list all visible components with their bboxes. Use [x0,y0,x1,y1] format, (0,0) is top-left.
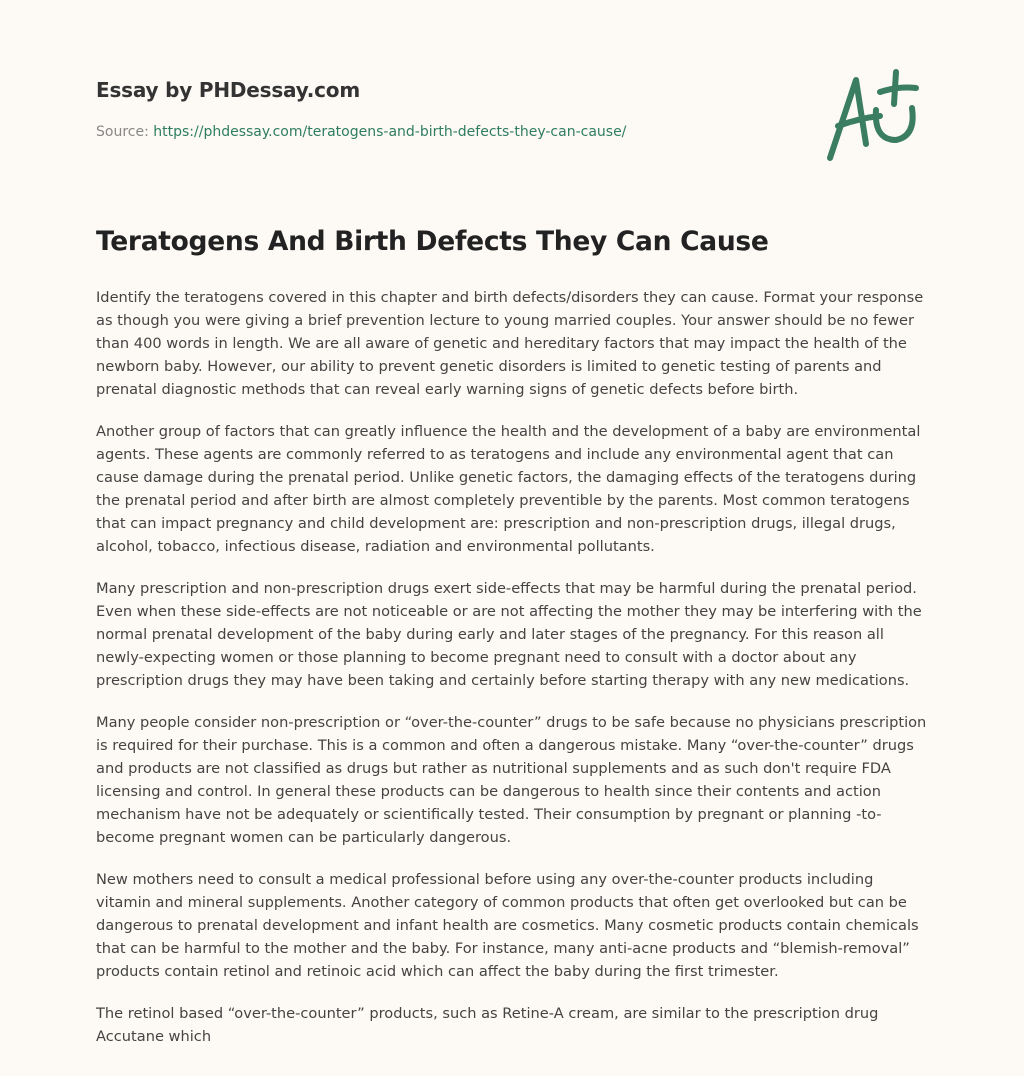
essay-title: Teratogens And Birth Defects They Can Cause [96,226,769,257]
paragraph: New mothers need to consult a medical professional before using any over-the-counter products including vitamin and mineral supplements. Another category of common products that often get overlooked but can be dangerous to prenatal development and infant health are cosmetics. Many cosmetic products contain chemicals that can be harmful to the mother and the baby. For instance, many anti-acne products and “blemish-removal” products contain retinol and retinoic acid which can affect the baby during the first trimester. [96,871,919,980]
site-title: Essay by PHDessay.com [96,78,360,102]
a-plus-logo-icon [818,66,928,166]
source-label: Source: [96,124,149,140]
source-line [96,124,626,140]
source-link[interactable]: https://phdessay.com/teratogens-and-birth-defects-they-can-cause/ [153,124,627,140]
paragraph: Many people consider non-prescription or “over-the-counter” drugs to be safe because no physicians prescription is required for their purchase. This is a common and often a dangerous mistake. Many “over-the-counter” drugs and products are not classified as drugs but rather as nutritional supplements and as such don't require FDA licensing and control. In general these products can be dangerous to health since their contents and action mechanism have not be adequately or scientifically tested. Their consumption by pregnant or planning -to-become pregnant women can be particularly dangerous. [96,714,927,846]
paragraph: Another group of factors that can greatly influence the health and the development of a baby are environmental agents. These agents are commonly referred to as teratogens and include any environmental agent that can cause damage during the prenatal period. Unlike genetic factors, the damaging effects of the teratogens during the prenatal period and after birth are almost completely preventible by the parents. Most common teratogens that can impact pregnancy and child development are: prescription and non-prescription drugs, illegal drugs, alcohol, tobacco, infectious disease, radiation and environmental pollutants. [96,423,921,555]
paragraph: The retinol based “over-the-counter” products, such as Retine-A cream, are similar to the prescription drug Accutane which [96,1005,879,1045]
essay-body [96,286,932,1067]
paragraph: Many prescription and non-prescription drugs exert side-effects that may be harmful during the prenatal period. Even when these side-effects are not noticeable or are not affecting the mother they may be interfering with the normal prenatal development of the baby during early and later stages of the pregnancy. For this reason all newly-expecting women or those planning to become pregnant need to consult with a doctor about any prescription drugs they may have been taking and certainly before starting therapy with any new medications. [96,580,922,689]
paragraph: Identify the teratogens covered in this chapter and birth defects/disorders they can cause. Format your response as though you were giving a brief prevention lecture to young married couples. Your answer should be no fewer than 400 words in length. We are all aware of genetic and hereditary factors that may impact the health of the newborn baby. However, our ability to prevent genetic disorders is limited to genetic testing of parents and prenatal diagnostic methods that can reveal early warning signs of genetic defects before birth. [96,289,924,398]
